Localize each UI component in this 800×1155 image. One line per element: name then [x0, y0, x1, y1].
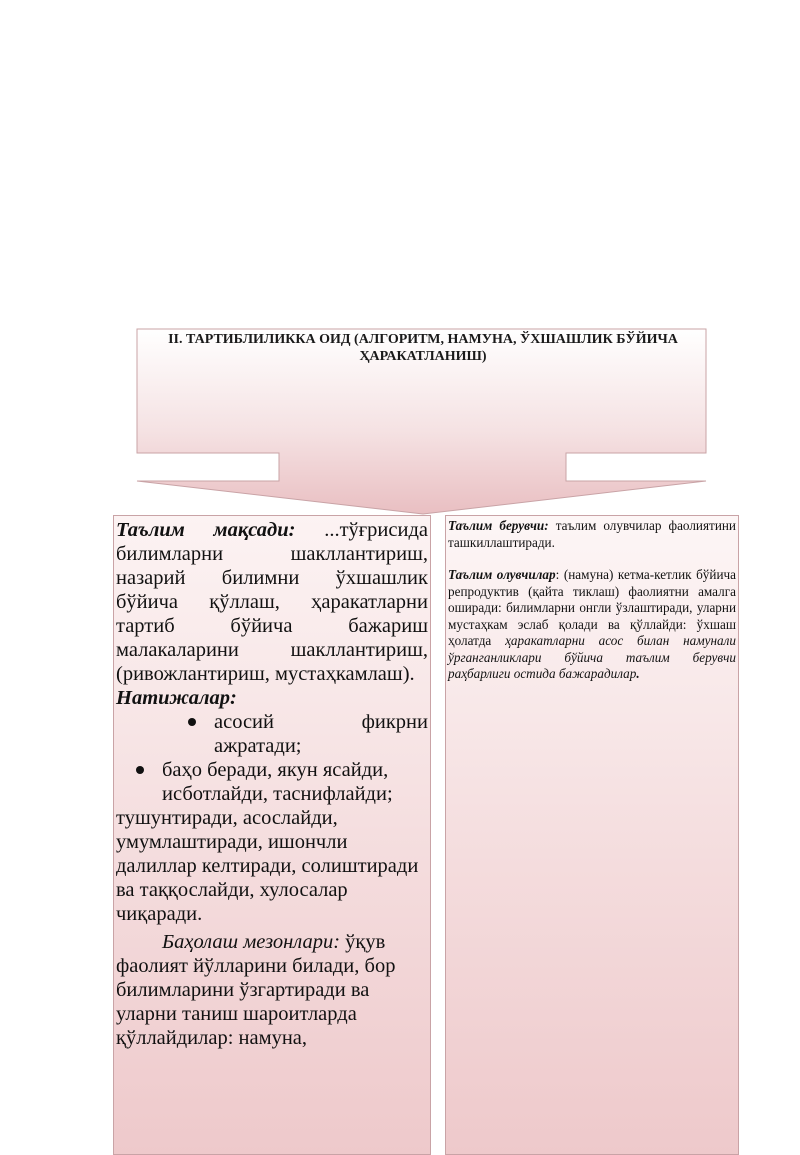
- learner-paragraph: [448, 567, 736, 683]
- goal-label: Таълим мақсади:: [116, 519, 296, 541]
- learner-text: : (намуна) кетма-кетлик бўйича репродуктив (қайта тиклаш) фаолиятни амалга оширади: билимларни онгли ўзлаштиради, уларни мустаҳкам эслаб қолади ва қўллайди: ўхшаш ҳолатда: [448, 567, 736, 648]
- teacher-text: таълим олувчилар фаолиятини ташкиллаштиради.: [448, 518, 736, 550]
- criteria-text: ўқув фаолият йўлларини билади, бор билимларини ўзгартиради ва уларни таниш шароитларда қўллайдилар: намуна,: [116, 931, 396, 1049]
- results-label: Натижалар:: [116, 687, 237, 709]
- bullet-continuation: исботлайди, таснифлайди;: [162, 783, 393, 805]
- goal-paragraph: [116, 518, 428, 686]
- section-title: II. ТАРТИБЛИЛИККА ОИД (АЛГОРИТМ, НАМУНА, ЎХШАШЛИК БЎЙИЧА ҲАРАКАТЛАНИШ): [168, 332, 678, 364]
- list-item: [116, 710, 428, 758]
- learner-end: .: [636, 666, 640, 681]
- bullet-icon: [188, 718, 196, 726]
- learner-label: Таълим олувчилар: [448, 567, 556, 582]
- bullet-text: асосий фикрни ажратади;: [214, 711, 428, 757]
- bullet-text: баҳо беради, якун ясайди,: [162, 759, 389, 781]
- learner-italic-text: ҳаракатларни асос билан намунали ўрганганликлари бўйича таълим берувчи раҳбарлиги остида бажарадилар: [448, 633, 736, 681]
- bullet-icon: [136, 766, 144, 774]
- right-column: [445, 515, 739, 1155]
- left-column: [113, 515, 431, 1155]
- list-item: [116, 758, 428, 782]
- teacher-label: Таълим берувчи:: [448, 518, 549, 533]
- criteria-label: Баҳолаш мезонлари:: [162, 931, 341, 953]
- teacher-paragraph: [448, 518, 736, 551]
- goal-text: ...тўғрисида билимларни шакллантириш, назарий билимни ўхшашлик бўйича қўллаш, ҳаракатларни тартиб бўйича бажариш малакаларини шакллантириш, (ривожлантириш, мустаҳкамлаш).: [116, 519, 429, 685]
- bullet-rest: тушунтиради, асослайди, умумлаштиради, ишончли далиллар келтиради, солиштиради ва таққослайди, хулосалар чиқаради.: [116, 807, 419, 925]
- criteria-paragraph: [116, 930, 428, 1050]
